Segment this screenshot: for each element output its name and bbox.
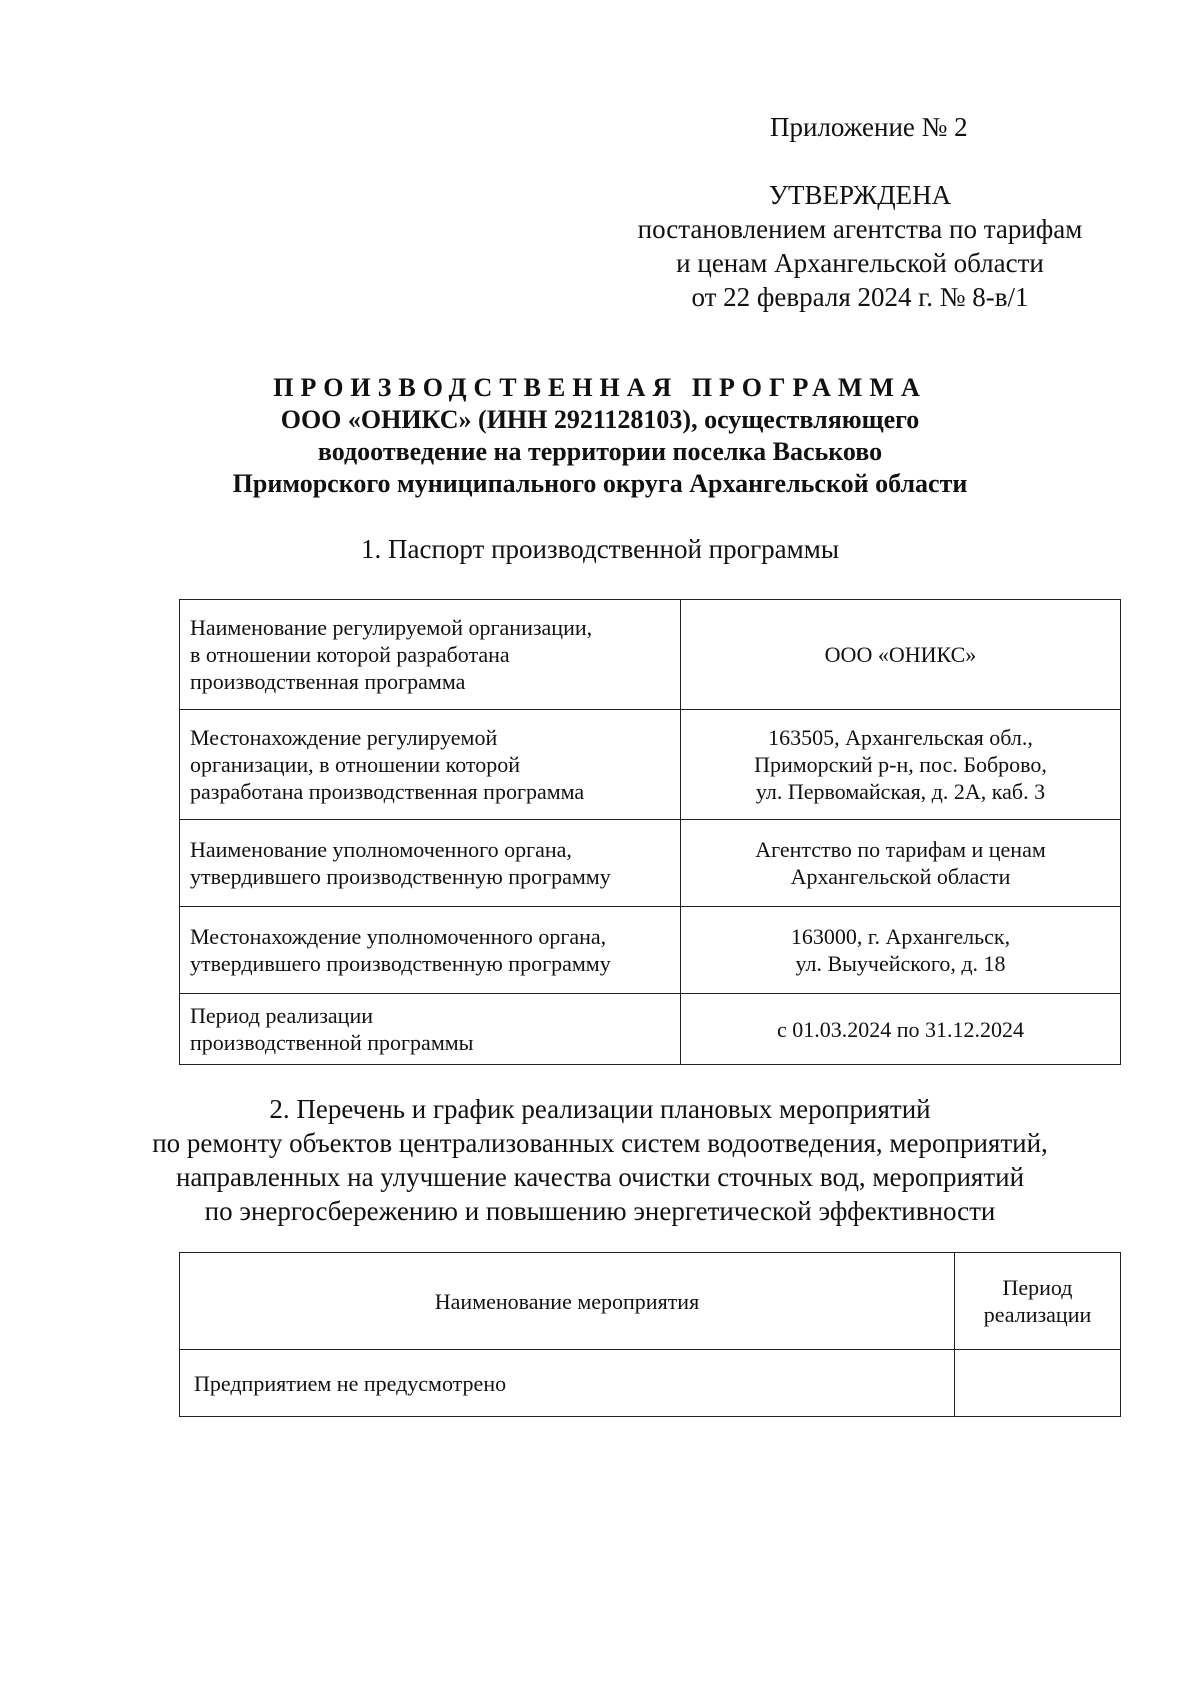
passport-row-org-address: [180, 710, 1121, 820]
title-line-2: ООО «ОНИКС» (ИНН 2921128103), осуществляющего: [280, 405, 920, 434]
section-2-heading: [100, 1092, 1100, 1228]
label-line: производственной программы: [190, 1030, 474, 1055]
label-line: разработана производственная программа: [190, 779, 585, 804]
label-line: утвердившего производственную программу: [190, 951, 611, 976]
value-line: 163505, Архангельская обл.,: [768, 725, 1033, 750]
title-line-1: ПРОИЗВОДСТВЕННАЯ ПРОГРАММА: [273, 373, 927, 402]
heading-line: по энергосбережению и повышению энергетической эффективности: [204, 1196, 996, 1226]
approval-line-2: и ценам Архангельской области: [676, 248, 1044, 278]
passport-value: [681, 994, 1121, 1065]
appendix-number: Приложение № 2: [770, 112, 968, 142]
passport-row-org-name: [180, 600, 1121, 710]
heading-line: направленных на улучшение качества очистки сточных вод, мероприятий: [175, 1162, 1025, 1192]
label-line: Местонахождение регулируемой: [190, 725, 498, 750]
column-header-name: Наименование мероприятия: [180, 1253, 955, 1350]
label-line: производственная программа: [190, 669, 466, 694]
header-line: реализации: [983, 1302, 1092, 1327]
event-period-cell: [955, 1350, 1121, 1417]
approval-block: [600, 178, 1120, 314]
value-line: Архангельской области: [790, 864, 1011, 889]
label-line: в отношении которой разработана: [190, 642, 510, 667]
value-line: с 01.03.2024 по 31.12.2024: [776, 1016, 1025, 1042]
label-line: утвердившего производственную программу: [190, 864, 611, 889]
passport-label: [180, 907, 681, 994]
label-line: Наименование уполномоченного органа,: [190, 837, 572, 862]
heading-line: по ремонту объектов централизованных систем водоотведения, мероприятий,: [152, 1128, 1048, 1158]
header-line: Период: [1002, 1275, 1073, 1300]
value-line: Приморский р-н, пос. Боброво,: [754, 752, 1047, 777]
column-header-period: [955, 1253, 1121, 1350]
events-header-row: [180, 1253, 1121, 1350]
passport-row-authority-address: [180, 907, 1121, 994]
document-title: [100, 372, 1100, 500]
title-line-3: водоотведение на территории поселка Васьково: [317, 437, 883, 466]
events-table: [179, 1252, 1121, 1417]
label-line: Наименование регулируемой организации,: [190, 615, 593, 640]
passport-row-authority-name: [180, 820, 1121, 907]
passport-table: [179, 599, 1121, 1065]
label-line: Период реализации: [190, 1003, 374, 1028]
label-line: Местонахождение уполномоченного органа,: [190, 924, 607, 949]
title-line-4: Приморского муниципального округа Архангельской области: [232, 469, 968, 498]
passport-label: [180, 994, 681, 1065]
approval-line-1: постановлением агентства по тарифам: [637, 214, 1083, 244]
event-name-cell: Предприятием не предусмотрено: [180, 1350, 955, 1417]
value-line: ул. Выучейского, д. 18: [795, 951, 1006, 976]
value-line: 163000, г. Архангельск,: [790, 924, 1011, 949]
passport-label: [180, 710, 681, 820]
passport-value: [681, 820, 1121, 907]
passport-label: [180, 820, 681, 907]
table-row: [180, 1350, 1121, 1417]
value-line: ул. Первомайская, д. 2А, каб. 3: [755, 779, 1046, 804]
passport-row-period: [180, 994, 1121, 1065]
value-line: Агентство по тарифам и ценам: [755, 837, 1046, 862]
passport-value: [681, 710, 1121, 820]
approval-line-3: от 22 февраля 2024 г. № 8-в/1: [691, 282, 1029, 312]
value-line: ООО «ОНИКС»: [824, 642, 977, 667]
heading-line: 2. Перечень и график реализации плановых мероприятий: [269, 1094, 931, 1124]
passport-label: [180, 600, 681, 710]
passport-value: [681, 600, 1121, 710]
approval-title: УТВЕРЖДЕНА: [768, 180, 952, 210]
label-line: организации, в отношении которой: [190, 752, 520, 777]
section-1-heading: 1. Паспорт производственной программы: [361, 534, 839, 564]
passport-value: [681, 907, 1121, 994]
